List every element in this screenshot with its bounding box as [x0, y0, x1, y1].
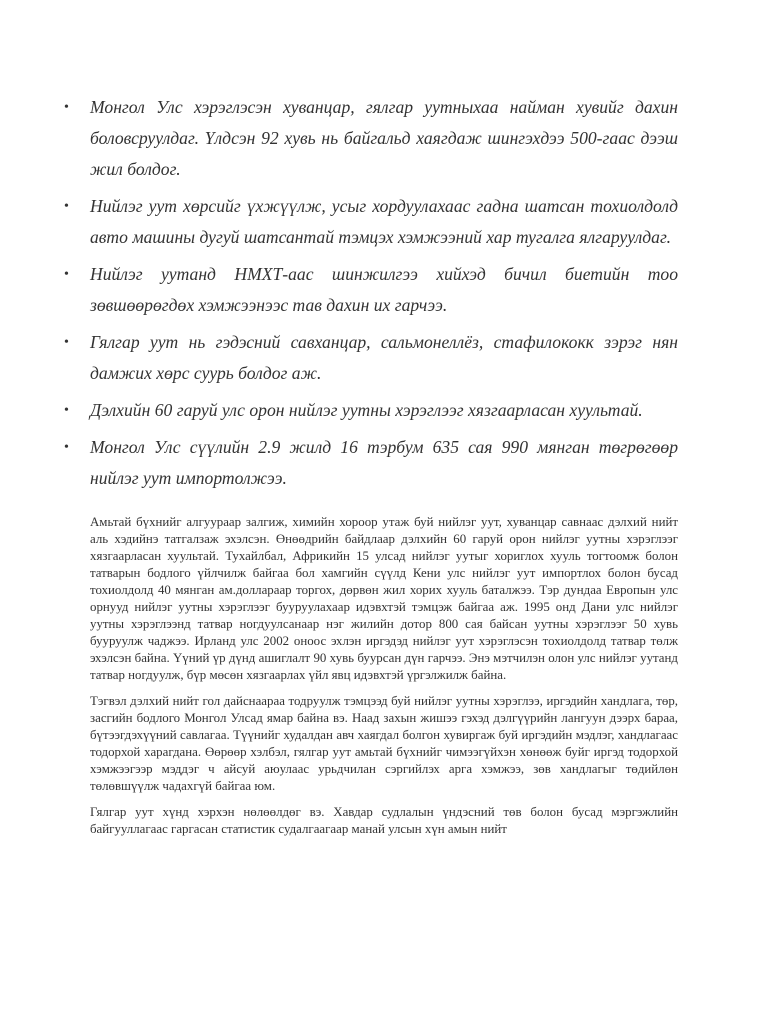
bullet-text: Монгол Улс сүүлийн 2.9 жилд 16 тэрбум 635 сая 990 мянган төгрөгөөр нийлэг уут импортолжээ. — [90, 437, 678, 488]
bullet-item — [58, 92, 678, 185]
bullet-text: Гялгар уут нь гэдэсний савханцар, сальмонеллёз, стафилококк зэрэг нян дамжих хөрс суурь болдог аж. — [90, 332, 678, 383]
bullet-text: Монгол Улс хэрэглэсэн хуванцар, гялгар уутныхаа найман хувийг дахин боловсруулдаг. Үлдсэн 92 хувь нь байгальд хаягдаж шингэхдээ 500-гаас дээш жил болдог. — [90, 97, 678, 179]
bullet-item — [58, 432, 678, 494]
fact-bullet-list — [58, 92, 678, 500]
body-paragraph: Амьтай бүхнийг алгуураар залгиж, химийн хороор утаж буй нийлэг уут, хуванцар савнаас дэлхий нийт аль хэдийнэ татгалзаж эхэлсэн. Өнөөдрийн байдлаар дэлхийн 60 гаруй орон нийлэг уутны хэрэглээг хязгаарласан хуультай. Тухайлбал, Африкийн 15 улсад нийлэг уутыг хориглох хууль тогтоомж болон татварын бодлого үйлчилж байгаа бол хамгийн сүүлд Кени улс нийлэг уут импортлох болон бусад тохиолдолд 40 мянган ам.доллараар торгох, дөрвөн жил хорих хууль баталжээ. Тэр дундаа Европын улс орнууд нийлэг уутны хэрэглээг бууруулахаар идэвхтэй тэмцэж байгаа аж. 1995 онд Дани улс нийлэг уутны хэрэглээнд татвар ногдуулсанаар нэг жилийн дотор 800 сая байсан уутны хэрэглээг 50 хувь бууруулж чаджээ. Ирланд улс 2002 оноос эхлэн иргэдэд нийлэг уут хэрэглэсэн тохиолдолд татвар төлж эхэлсэн байна. Үүний үр дүнд ашиглалт 90 хувь буурсан дүн гарчээ. Энэ мэтчилэн олон улс нийлэг уутанд татвар ногдуулж, бүр мөсөн хязгаарлах үйл явц идэвхтэй үргэлжилж байна. — [90, 515, 678, 682]
bullet-marker: • — [64, 440, 69, 455]
bullet-text: Нийлэг уут хөрсийг үхжүүлж, усыг хордуулахаас гадна шатсан тохиолдолд авто машины дугуй шатсантай тэмцэх хэмжээний хар тугалга ялгаруулдаг. — [90, 196, 678, 247]
bullet-item — [58, 259, 678, 321]
body-paragraph: Тэгвэл дэлхий нийт гол дайснаараа тодруулж тэмцээд буй нийлэг уутны хэрэглээ, иргэдийн хандлага, төр, засгийн бодлого Монгол Улсад ямар байна вэ. Наад захын жишээ гэхэд дэлгүүрийн лангуун дээрх бараа, бүтээгдэхүүний савлагаа. Түүнийг худалдан авч хаягдал болгон хувиргаж буй иргэдийн мэдлэг, хандлагаас тодорхой харагдана. Өөрөөр хэлбэл, гялгар уут амьтай бүхнийг чимээгүйхэн хөнөөж буйг иргэд тодорхой хэмжээгээр мэддэг ч айсуй аюулаас урьдчилан сэргийлэх арга хэмжээ, зөв хандлагыг төдийлөн төлөвшүүлж чадахгүй байгаа юм. — [90, 694, 678, 793]
bullet-item — [58, 395, 678, 426]
bullet-item — [58, 327, 678, 389]
bullet-marker: • — [64, 100, 69, 115]
bullet-marker: • — [64, 403, 69, 418]
bullet-marker: • — [64, 335, 69, 350]
bullet-marker: • — [64, 267, 69, 282]
bullet-marker: • — [64, 199, 69, 214]
bullet-text: Дэлхийн 60 гаруй улс орон нийлэг уутны хэрэглээг хязгаарласан хуультай. — [90, 400, 643, 420]
bullet-item — [58, 191, 678, 253]
bullet-text: Нийлэг уутанд НМХТ-аас шинжилгээ хийхэд бичил биетийн тоо зөвшөөрөгдөх хэмжээнээс тав дахин их гарчээ. — [90, 264, 678, 315]
body-paragraph: Гялгар уут хүнд хэрхэн нөлөөлдөг вэ. Хавдар судлалын үндэсний төв болон бусад мэргэжлийн байгууллагаас гаргасан статистик судалгаагаар манай улсын хүн амын нийт — [90, 805, 678, 836]
body-text — [90, 514, 678, 847]
